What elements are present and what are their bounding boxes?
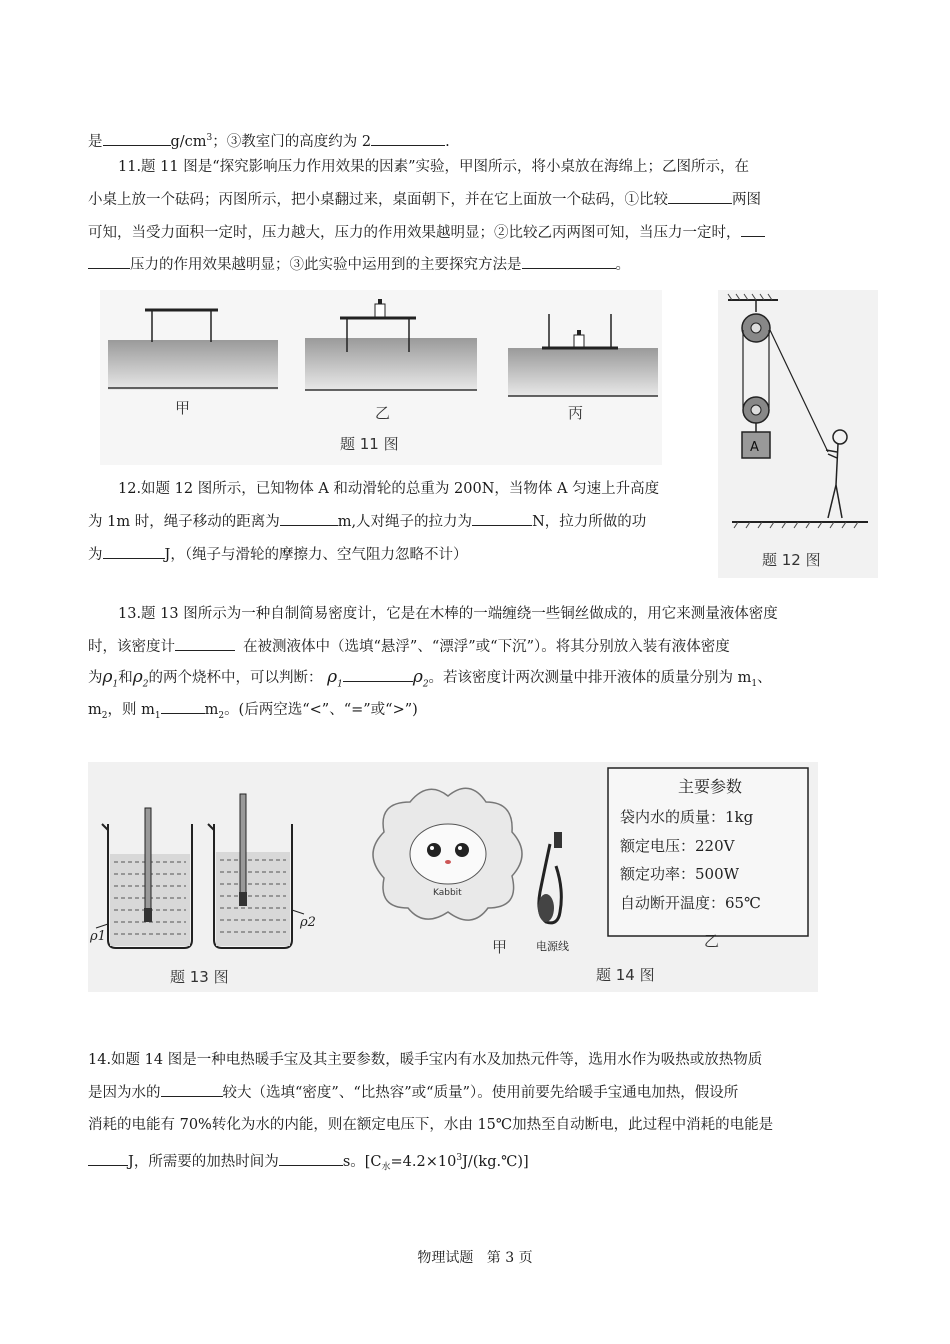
- q13-sub: 1: [751, 678, 758, 689]
- figure-14-caption: 题 14 图: [596, 966, 655, 984]
- q13-text: ，则 m: [107, 702, 155, 718]
- param-power: 额定功率：500W: [620, 865, 740, 883]
- answer-blank[interactable]: [522, 254, 616, 269]
- figure-11: [100, 290, 662, 465]
- sublabel-bing: 丙: [568, 404, 584, 422]
- q13-text: 。若该密度计两次测量中排开液体的质量分别为 m: [428, 670, 752, 686]
- q12-text: m,人对绳子的拉力为: [337, 514, 473, 530]
- cord-label: 电源线: [536, 940, 569, 953]
- q11-line-2: [88, 189, 761, 210]
- figure-11-caption: 题 11 图: [340, 435, 399, 453]
- answer-blank[interactable]: [279, 1151, 343, 1166]
- sublabel-jia-14: 甲: [492, 938, 508, 956]
- q12-text: 为: [88, 547, 103, 563]
- q12-line-3: [88, 544, 468, 565]
- q10-text: .: [445, 133, 450, 150]
- q10-unit-exponent: 3: [206, 133, 213, 143]
- q14-subscript: 水: [381, 1162, 391, 1173]
- q13-line-1: 13.题 13 图所示为一种自制简易密度计，它是在木棒的一端缠绕一些铜丝做成的，用它来测量液体密度: [118, 606, 778, 622]
- param-cutoff-temp: 自动断开温度：65℃: [620, 894, 761, 912]
- q13-text: 。(后两空选“<”、“=”或“>”): [224, 702, 418, 718]
- q10-text: 是: [88, 133, 103, 150]
- q11-line-3: [88, 222, 765, 243]
- figure-13-caption: 题 13 图: [170, 968, 229, 986]
- page-footer: [0, 1247, 950, 1267]
- answer-blank[interactable]: [343, 667, 413, 682]
- sublabel-yi-14: 乙: [704, 932, 720, 950]
- q14-line-1: 14.如题 14 图是一种电热暖手宝及其主要参数，暖手宝内有水及加热元件等，选用水作为吸热或放热物质: [88, 1052, 763, 1068]
- q14-text: s。[C: [342, 1153, 382, 1170]
- q11-text: 两图: [732, 192, 761, 208]
- q11-text: 。: [615, 257, 630, 273]
- sublabel-yi: 乙: [375, 404, 391, 422]
- q13-text: 时，该密度计: [88, 639, 175, 655]
- q10-unit: g/cm: [170, 133, 207, 150]
- param-voltage: 额定电压：220V: [620, 837, 735, 855]
- q12-line-2: [88, 511, 646, 532]
- answer-blank[interactable]: [103, 131, 171, 146]
- q14-text: 是因为水的: [88, 1085, 161, 1101]
- rho1-symbol: $\rho_1$: [327, 667, 343, 690]
- fixed-pulley: [742, 314, 770, 342]
- q13-text: m: [204, 702, 219, 718]
- block-label: A: [750, 440, 759, 455]
- answer-blank[interactable]: [741, 222, 765, 237]
- q14-text: J/(kg.℃)]: [462, 1153, 529, 1170]
- rho2-symbol: $\rho_2$: [412, 667, 429, 690]
- rho2-symbol: $\rho_2$: [132, 667, 149, 690]
- figure-13-14: [88, 762, 818, 992]
- rho1-symbol: $\rho_1$: [102, 667, 119, 690]
- figure-12: [718, 290, 878, 578]
- answer-blank-continued[interactable]: [88, 254, 130, 269]
- q13-line-4: $m_2$，则 $m_1$ $m_2$。(后两空选“<”、“=”或“>”): [88, 699, 418, 726]
- answer-blank[interactable]: [175, 636, 235, 651]
- q13-text: 、: [757, 670, 772, 686]
- params-title: 主要参数: [678, 777, 743, 796]
- q13-line-3: [88, 667, 772, 694]
- answer-blank[interactable]: [472, 511, 532, 526]
- q13-text: 和: [118, 670, 133, 686]
- q11-text: 可知，当受力面积一定时，压力越大，压力的作用效果越明显；②比较乙丙两图可知，当压力一定时，: [88, 225, 741, 241]
- footer-page-number: 第 3 页: [486, 1250, 533, 1266]
- q12-text: J，（绳子与滑轮的摩擦力、空气阻力忽略不计）: [164, 547, 468, 563]
- answer-blank[interactable]: [103, 544, 165, 559]
- q10-text: ；③教室门的高度约为 2: [212, 133, 372, 150]
- answer-blank[interactable]: [88, 1151, 128, 1166]
- q10-tail-line: [88, 128, 450, 152]
- answer-blank[interactable]: [161, 1082, 223, 1097]
- answer-blank[interactable]: [280, 511, 338, 526]
- q13-line-2: [88, 636, 730, 657]
- rho1-label: ρ1: [90, 929, 106, 944]
- q12-text: N，拉力所做的功: [532, 514, 647, 530]
- q13-text: 在被测液体中（选填“悬浮”、“漂浮”或“下沉”）。将其分别放入装有液体密度: [243, 639, 730, 655]
- q11-text: 小桌上放一个砝码；丙图所示，把小桌翻过来，桌面朝下，并在它上面放一个砝码，①比较: [88, 192, 668, 208]
- answer-blank[interactable]: [668, 189, 732, 204]
- footer-subject: 物理试题: [417, 1250, 474, 1266]
- q12-line-1: 12.如题 12 图所示，已知物体 A 和动滑轮的总重为 200N，当物体 A 匀速上升高度: [118, 481, 660, 497]
- rho2-label: ρ2: [300, 915, 316, 930]
- q11-line-4: [88, 254, 630, 275]
- brand-label: Kabbit: [433, 888, 462, 898]
- q14-exponent: 3: [456, 1153, 463, 1163]
- movable-pulley: [743, 397, 769, 423]
- q12-text: 为 1m 时，绳子移动的距离为: [88, 514, 280, 530]
- q13-text: 的两个烧杯中，可以判断：: [148, 670, 323, 686]
- q14-text: =4.2×10: [390, 1153, 457, 1170]
- hand-warmer: [373, 788, 522, 920]
- q14-line-4: [88, 1148, 529, 1178]
- sublabel-jia: 甲: [175, 399, 191, 417]
- q13-text: m: [88, 702, 102, 718]
- param-mass: 袋内水的质量：1kg: [620, 808, 754, 826]
- q11-line-1: 11.题 11 图是“探究影响压力作用效果的因素”实验，甲图所示，将小桌放在海绵上；乙图所示，在: [118, 159, 750, 175]
- figure-12-caption: 题 12 图: [762, 551, 821, 569]
- q14-text: 较大（选填“密度”、“比热容”或“质量”）。使用前要先给暖手宝通电加热，假设所: [222, 1085, 739, 1101]
- q14-line-3: 消耗的电能有 70%转化为水的内能，则在额定电压下，水由 15℃加热至自动断电，此过程中消耗的电能是: [88, 1117, 774, 1133]
- q14-line-2: [88, 1082, 738, 1103]
- q13-text: 为: [88, 670, 103, 686]
- answer-blank[interactable]: [161, 699, 205, 714]
- q14-text: J，所需要的加热时间为: [128, 1153, 279, 1170]
- q11-text: 压力的作用效果越明显；③此实验中运用到的主要探究方法是: [130, 257, 522, 273]
- answer-blank[interactable]: [371, 131, 445, 146]
